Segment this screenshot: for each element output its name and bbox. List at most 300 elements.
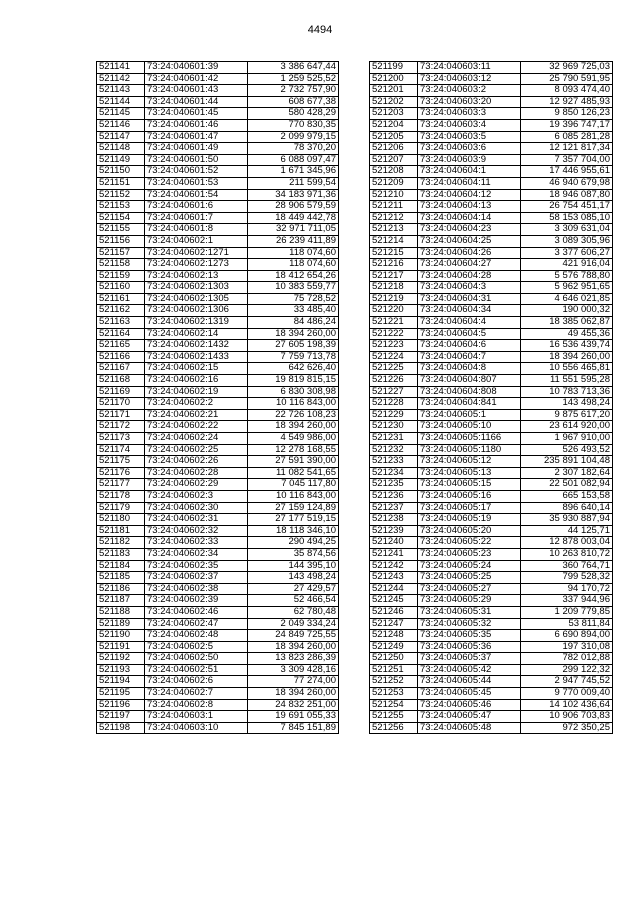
record-number-cell: 521158 — [97, 259, 145, 271]
cadastral-value-cell: 62 780,48 — [248, 606, 339, 618]
cadastral-number-cell: 73:24:040602:25 — [145, 444, 248, 456]
cadastral-number-cell: 73:24:040605:1 — [418, 409, 521, 421]
table-row — [97, 363, 339, 375]
cadastral-number-cell: 73:24:040602:51 — [145, 664, 248, 676]
cadastral-value-cell: 10 556 465,81 — [521, 363, 613, 375]
table-row — [370, 305, 613, 317]
record-number-cell: 521195 — [97, 688, 145, 700]
record-number-cell: 521211 — [370, 201, 418, 213]
cadastral-number-cell: 73:24:040601:8 — [145, 224, 248, 236]
record-number-cell: 521236 — [370, 490, 418, 502]
table-row — [370, 96, 613, 108]
cadastral-number-cell: 73:24:040602:1271 — [145, 247, 248, 259]
cadastral-value-cell: 235 891 104,48 — [521, 456, 613, 468]
table-row — [370, 433, 613, 445]
record-number-cell: 521239 — [370, 525, 418, 537]
record-number-cell: 521232 — [370, 444, 418, 456]
table-row — [97, 85, 339, 97]
table-row — [370, 259, 613, 271]
table-row — [97, 525, 339, 537]
table-row — [97, 224, 339, 236]
record-number-cell: 521217 — [370, 270, 418, 282]
cadastral-value-cell: 27 429,57 — [248, 583, 339, 595]
cadastral-value-cell: 12 278 168,55 — [248, 444, 339, 456]
cadastral-number-cell: 73:24:040605:44 — [418, 676, 521, 688]
cadastral-number-cell: 73:24:040602:1 — [145, 235, 248, 247]
record-number-cell: 521159 — [97, 270, 145, 282]
cadastral-number-cell: 73:24:040601:47 — [145, 131, 248, 143]
cadastral-number-cell: 73:24:040604:31 — [418, 293, 521, 305]
record-number-cell: 521183 — [97, 548, 145, 560]
table-row — [97, 259, 339, 271]
cadastral-number-cell: 73:24:040604:14 — [418, 212, 521, 224]
cadastral-number-cell: 73:24:040601:49 — [145, 143, 248, 155]
cadastral-number-cell: 73:24:040605:36 — [418, 641, 521, 653]
record-number-cell: 521150 — [97, 166, 145, 178]
table-row — [370, 456, 613, 468]
cadastral-value-cell: 32 971 711,05 — [248, 224, 339, 236]
cadastral-number-cell: 73:24:040601:53 — [145, 177, 248, 189]
cadastral-value-cell: 197 310,08 — [521, 641, 613, 653]
cadastral-number-cell: 73:24:040602:32 — [145, 525, 248, 537]
cadastral-number-cell: 73:24:040602:28 — [145, 467, 248, 479]
record-number-cell: 521244 — [370, 583, 418, 595]
record-number-cell: 521202 — [370, 96, 418, 108]
table-row — [97, 305, 339, 317]
table-row — [97, 722, 339, 734]
cadastral-number-cell: 73:24:040602:30 — [145, 502, 248, 514]
record-number-cell: 521233 — [370, 456, 418, 468]
table-row — [370, 560, 613, 572]
cadastral-value-cell: 4 549 986,00 — [248, 433, 339, 445]
cadastral-number-cell: 73:24:040602:1319 — [145, 317, 248, 329]
cadastral-number-cell: 73:24:040605:45 — [418, 688, 521, 700]
record-number-cell: 521146 — [97, 119, 145, 131]
table-row — [370, 479, 613, 491]
cadastral-number-cell: 73:24:040605:31 — [418, 606, 521, 618]
record-number-cell: 521164 — [97, 328, 145, 340]
record-number-cell: 521142 — [97, 73, 145, 85]
record-number-cell: 521185 — [97, 572, 145, 584]
table-row — [97, 490, 339, 502]
cadastral-value-cell: 26 754 451,17 — [521, 201, 613, 213]
cadastral-value-cell: 10 116 843,00 — [248, 398, 339, 410]
table-row — [370, 166, 613, 178]
cadastral-value-cell: 299 122,32 — [521, 664, 613, 676]
cadastral-table-right — [369, 61, 613, 734]
cadastral-value-cell: 7 845 151,89 — [248, 722, 339, 734]
table-row — [97, 537, 339, 549]
table-row — [370, 224, 613, 236]
record-number-cell: 521190 — [97, 630, 145, 642]
cadastral-number-cell: 73:24:040601:45 — [145, 108, 248, 120]
cadastral-value-cell: 18 412 654,26 — [248, 270, 339, 282]
cadastral-number-cell: 73:24:040604:3 — [418, 282, 521, 294]
record-number-cell: 521201 — [370, 85, 418, 97]
table-row — [97, 328, 339, 340]
cadastral-value-cell: 35 930 887,94 — [521, 514, 613, 526]
cadastral-number-cell: 73:24:040602:50 — [145, 653, 248, 665]
cadastral-value-cell: 290 494,25 — [248, 537, 339, 549]
record-number-cell: 521247 — [370, 618, 418, 630]
cadastral-number-cell: 73:24:040601:42 — [145, 73, 248, 85]
table-row — [97, 201, 339, 213]
cadastral-value-cell: 28 906 579,59 — [248, 201, 339, 213]
record-number-cell: 521228 — [370, 398, 418, 410]
record-number-cell: 521184 — [97, 560, 145, 572]
table-row — [370, 247, 613, 259]
table-row — [370, 177, 613, 189]
cadastral-value-cell: 19 396 747,17 — [521, 119, 613, 131]
table-row — [370, 525, 613, 537]
table-row — [97, 560, 339, 572]
record-number-cell: 521176 — [97, 467, 145, 479]
table-row — [97, 711, 339, 723]
cadastral-value-cell: 2 049 334,24 — [248, 618, 339, 630]
record-number-cell: 521161 — [97, 293, 145, 305]
cadastral-number-cell: 73:24:040602:31 — [145, 514, 248, 526]
record-number-cell: 521197 — [97, 711, 145, 723]
table-row — [97, 293, 339, 305]
record-number-cell: 521180 — [97, 514, 145, 526]
cadastral-value-cell: 6 085 281,28 — [521, 131, 613, 143]
record-number-cell: 521209 — [370, 177, 418, 189]
cadastral-value-cell: 2 732 757,90 — [248, 85, 339, 97]
cadastral-number-cell: 73:24:040604:12 — [418, 189, 521, 201]
cadastral-value-cell: 12 878 003,04 — [521, 537, 613, 549]
table-row — [370, 386, 613, 398]
table-row — [370, 73, 613, 85]
table-row — [370, 653, 613, 665]
cadastral-value-cell: 3 309 428,16 — [248, 664, 339, 676]
cadastral-value-cell: 1 259 525,52 — [248, 73, 339, 85]
record-number-cell: 521175 — [97, 456, 145, 468]
cadastral-number-cell: 73:24:040603:20 — [418, 96, 521, 108]
table-row — [370, 699, 613, 711]
record-number-cell: 521199 — [370, 62, 418, 74]
cadastral-value-cell: 3 377 606,27 — [521, 247, 613, 259]
record-number-cell: 521177 — [97, 479, 145, 491]
cadastral-number-cell: 73:24:040603:6 — [418, 143, 521, 155]
cadastral-value-cell: 2 307 182,64 — [521, 467, 613, 479]
cadastral-value-cell: 18 394 260,00 — [248, 328, 339, 340]
cadastral-value-cell: 421 916,04 — [521, 259, 613, 271]
cadastral-number-cell: 73:24:040603:4 — [418, 119, 521, 131]
table-row — [97, 386, 339, 398]
record-number-cell: 521143 — [97, 85, 145, 97]
record-number-cell: 521153 — [97, 201, 145, 213]
record-number-cell: 521179 — [97, 502, 145, 514]
cadastral-number-cell: 73:24:040605:15 — [418, 479, 521, 491]
record-number-cell: 521173 — [97, 433, 145, 445]
cadastral-value-cell: 78 370,20 — [248, 143, 339, 155]
cadastral-number-cell: 73:24:040603:3 — [418, 108, 521, 120]
cadastral-number-cell: 73:24:040605:17 — [418, 502, 521, 514]
record-number-cell: 521187 — [97, 595, 145, 607]
cadastral-value-cell: 53 811,84 — [521, 618, 613, 630]
record-number-cell: 521222 — [370, 328, 418, 340]
record-number-cell: 521181 — [97, 525, 145, 537]
cadastral-number-cell: 73:24:040601:50 — [145, 154, 248, 166]
cadastral-value-cell: 9 875 617,20 — [521, 409, 613, 421]
cadastral-number-cell: 73:24:040601:44 — [145, 96, 248, 108]
cadastral-value-cell: 18 385 062,87 — [521, 317, 613, 329]
cadastral-value-cell: 23 614 920,00 — [521, 421, 613, 433]
table-row — [370, 444, 613, 456]
record-number-cell: 521148 — [97, 143, 145, 155]
record-number-cell: 521178 — [97, 490, 145, 502]
cadastral-value-cell: 4 646 021,85 — [521, 293, 613, 305]
cadastral-number-cell: 73:24:040601:52 — [145, 166, 248, 178]
cadastral-value-cell: 46 940 679,98 — [521, 177, 613, 189]
record-number-cell: 521249 — [370, 641, 418, 653]
cadastral-value-cell: 35 874,56 — [248, 548, 339, 560]
cadastral-value-cell: 2 947 745,52 — [521, 676, 613, 688]
table-row — [97, 502, 339, 514]
table-row — [97, 699, 339, 711]
cadastral-value-cell: 896 640,14 — [521, 502, 613, 514]
cadastral-value-cell: 94 170,72 — [521, 583, 613, 595]
table-row — [370, 490, 613, 502]
record-number-cell: 521215 — [370, 247, 418, 259]
table-row — [97, 641, 339, 653]
cadastral-value-cell: 972 350,25 — [521, 722, 613, 734]
record-number-cell: 521227 — [370, 386, 418, 398]
cadastral-value-cell: 10 116 843,00 — [248, 490, 339, 502]
table-row — [370, 502, 613, 514]
table-row — [97, 375, 339, 387]
cadastral-value-cell: 18 449 442,78 — [248, 212, 339, 224]
cadastral-value-cell: 10 263 810,72 — [521, 548, 613, 560]
table-row — [97, 514, 339, 526]
table-row — [370, 62, 613, 74]
cadastral-number-cell: 73:24:040602:19 — [145, 386, 248, 398]
cadastral-number-cell: 73:24:040604:5 — [418, 328, 521, 340]
table-row — [97, 618, 339, 630]
cadastral-number-cell: 73:24:040604:6 — [418, 340, 521, 352]
cadastral-value-cell: 7 357 704,00 — [521, 154, 613, 166]
cadastral-number-cell: 73:24:040602:16 — [145, 375, 248, 387]
record-number-cell: 521235 — [370, 479, 418, 491]
cadastral-number-cell: 73:24:040602:1306 — [145, 305, 248, 317]
table-row — [370, 235, 613, 247]
cadastral-value-cell: 18 394 260,00 — [248, 641, 339, 653]
table-row — [370, 618, 613, 630]
cadastral-value-cell: 24 832 251,00 — [248, 699, 339, 711]
cadastral-number-cell: 73:24:040602:2 — [145, 398, 248, 410]
table-row — [370, 606, 613, 618]
record-number-cell: 521210 — [370, 189, 418, 201]
cadastral-value-cell: 27 591 390,00 — [248, 456, 339, 468]
cadastral-number-cell: 73:24:040602:1433 — [145, 351, 248, 363]
record-number-cell: 521213 — [370, 224, 418, 236]
record-number-cell: 521226 — [370, 375, 418, 387]
record-number-cell: 521194 — [97, 676, 145, 688]
table-row — [370, 711, 613, 723]
record-number-cell: 521167 — [97, 363, 145, 375]
record-number-cell: 521192 — [97, 653, 145, 665]
table-row — [370, 514, 613, 526]
record-number-cell: 521218 — [370, 282, 418, 294]
table-row — [370, 572, 613, 584]
table-row — [370, 375, 613, 387]
cadastral-number-cell: 73:24:040604:27 — [418, 259, 521, 271]
cadastral-number-cell: 73:24:040605:13 — [418, 467, 521, 479]
table-row — [97, 664, 339, 676]
table-row — [97, 583, 339, 595]
cadastral-number-cell: 73:24:040602:13 — [145, 270, 248, 282]
cadastral-value-cell: 18 946 087,80 — [521, 189, 613, 201]
record-number-cell: 521155 — [97, 224, 145, 236]
cadastral-value-cell: 10 383 559,77 — [248, 282, 339, 294]
cadastral-value-cell: 1 967 910,00 — [521, 433, 613, 445]
cadastral-number-cell: 73:24:040604:11 — [418, 177, 521, 189]
cadastral-value-cell: 1 209 779,85 — [521, 606, 613, 618]
cadastral-number-cell: 73:24:040602:1432 — [145, 340, 248, 352]
table-row — [97, 676, 339, 688]
cadastral-value-cell: 44 125,71 — [521, 525, 613, 537]
record-number-cell: 521186 — [97, 583, 145, 595]
cadastral-number-cell: 73:24:040604:1 — [418, 166, 521, 178]
table-row — [370, 270, 613, 282]
table-row — [97, 154, 339, 166]
cadastral-number-cell: 73:24:040602:1305 — [145, 293, 248, 305]
cadastral-number-cell: 73:24:040603:1 — [145, 711, 248, 723]
table-row — [97, 212, 339, 224]
page-number: 4494 — [307, 24, 333, 36]
table-row — [97, 653, 339, 665]
record-number-cell: 521240 — [370, 537, 418, 549]
table-row — [370, 630, 613, 642]
record-number-cell: 521172 — [97, 421, 145, 433]
cadastral-number-cell: 73:24:040602:48 — [145, 630, 248, 642]
table-row — [370, 363, 613, 375]
cadastral-number-cell: 73:24:040601:39 — [145, 62, 248, 74]
record-number-cell: 521246 — [370, 606, 418, 618]
table-row — [370, 676, 613, 688]
table-row — [370, 421, 613, 433]
cadastral-number-cell: 73:24:040605:25 — [418, 572, 521, 584]
cadastral-number-cell: 73:24:040604:34 — [418, 305, 521, 317]
table-row — [97, 548, 339, 560]
cadastral-value-cell: 13 823 286,39 — [248, 653, 339, 665]
record-number-cell: 521196 — [97, 699, 145, 711]
record-number-cell: 521242 — [370, 560, 418, 572]
cadastral-value-cell: 642 626,40 — [248, 363, 339, 375]
cadastral-number-cell: 73:24:040605:23 — [418, 548, 521, 560]
table-row — [97, 317, 339, 329]
table-row — [97, 433, 339, 445]
record-number-cell: 521243 — [370, 572, 418, 584]
table-row — [97, 73, 339, 85]
record-number-cell: 521208 — [370, 166, 418, 178]
cadastral-value-cell: 665 153,58 — [521, 490, 613, 502]
table-row — [97, 421, 339, 433]
cadastral-number-cell: 73:24:040602:8 — [145, 699, 248, 711]
record-number-cell: 521207 — [370, 154, 418, 166]
table-row — [370, 293, 613, 305]
cadastral-value-cell: 22 726 108,23 — [248, 409, 339, 421]
cadastral-value-cell: 608 677,38 — [248, 96, 339, 108]
table-row — [370, 108, 613, 120]
record-number-cell: 521166 — [97, 351, 145, 363]
record-number-cell: 521198 — [97, 722, 145, 734]
record-number-cell: 521221 — [370, 317, 418, 329]
cadastral-table-left-body — [97, 62, 339, 734]
cadastral-value-cell: 27 159 124,89 — [248, 502, 339, 514]
cadastral-number-cell: 73:24:040603:2 — [418, 85, 521, 97]
table-row — [370, 641, 613, 653]
cadastral-value-cell: 580 428,29 — [248, 108, 339, 120]
record-number-cell: 521191 — [97, 641, 145, 653]
cadastral-value-cell: 32 969 725,03 — [521, 62, 613, 74]
cadastral-number-cell: 73:24:040604:8 — [418, 363, 521, 375]
cadastral-value-cell: 118 074,60 — [248, 247, 339, 259]
record-number-cell: 521160 — [97, 282, 145, 294]
cadastral-number-cell: 73:24:040604:807 — [418, 375, 521, 387]
cadastral-value-cell: 3 309 631,04 — [521, 224, 613, 236]
cadastral-number-cell: 73:24:040605:16 — [418, 490, 521, 502]
table-row — [370, 131, 613, 143]
cadastral-value-cell: 211 599,54 — [248, 177, 339, 189]
cadastral-value-cell: 770 830,35 — [248, 119, 339, 131]
table-row — [97, 479, 339, 491]
record-number-cell: 521225 — [370, 363, 418, 375]
cadastral-number-cell: 73:24:040602:3 — [145, 490, 248, 502]
cadastral-value-cell: 526 493,52 — [521, 444, 613, 456]
cadastral-value-cell: 24 849 725,55 — [248, 630, 339, 642]
record-number-cell: 521237 — [370, 502, 418, 514]
record-number-cell: 521251 — [370, 664, 418, 676]
cadastral-number-cell: 73:24:040605:46 — [418, 699, 521, 711]
cadastral-number-cell: 73:24:040602:35 — [145, 560, 248, 572]
cadastral-value-cell: 18 394 260,00 — [521, 351, 613, 363]
cadastral-value-cell: 14 102 436,64 — [521, 699, 613, 711]
cadastral-value-cell: 16 536 439,74 — [521, 340, 613, 352]
record-number-cell: 521170 — [97, 398, 145, 410]
cadastral-number-cell: 73:24:040603:12 — [418, 73, 521, 85]
table-row — [370, 409, 613, 421]
cadastral-value-cell: 18 394 260,00 — [248, 688, 339, 700]
record-number-cell: 521220 — [370, 305, 418, 317]
table-row — [370, 351, 613, 363]
record-number-cell: 521253 — [370, 688, 418, 700]
record-number-cell: 521238 — [370, 514, 418, 526]
cadastral-value-cell: 118 074,60 — [248, 259, 339, 271]
cadastral-value-cell: 19 691 055,33 — [248, 711, 339, 723]
cadastral-number-cell: 73:24:040605:29 — [418, 595, 521, 607]
cadastral-value-cell: 143 498,24 — [248, 572, 339, 584]
cadastral-value-cell: 17 446 955,61 — [521, 166, 613, 178]
cadastral-number-cell: 73:24:040602:1303 — [145, 282, 248, 294]
table-row — [370, 340, 613, 352]
cadastral-number-cell: 73:24:040605:35 — [418, 630, 521, 642]
cadastral-number-cell: 73:24:040605:47 — [418, 711, 521, 723]
table-row — [370, 537, 613, 549]
cadastral-number-cell: 73:24:040602:24 — [145, 433, 248, 445]
record-number-cell: 521206 — [370, 143, 418, 155]
cadastral-value-cell: 6 088 097,47 — [248, 154, 339, 166]
record-number-cell: 521224 — [370, 351, 418, 363]
record-number-cell: 521205 — [370, 131, 418, 143]
cadastral-number-cell: 73:24:040604:23 — [418, 224, 521, 236]
table-row — [370, 201, 613, 213]
cadastral-number-cell: 73:24:040602:39 — [145, 595, 248, 607]
cadastral-value-cell: 12 121 817,34 — [521, 143, 613, 155]
cadastral-number-cell: 73:24:040603:10 — [145, 722, 248, 734]
record-number-cell: 521169 — [97, 386, 145, 398]
cadastral-number-cell: 73:24:040601:46 — [145, 119, 248, 131]
